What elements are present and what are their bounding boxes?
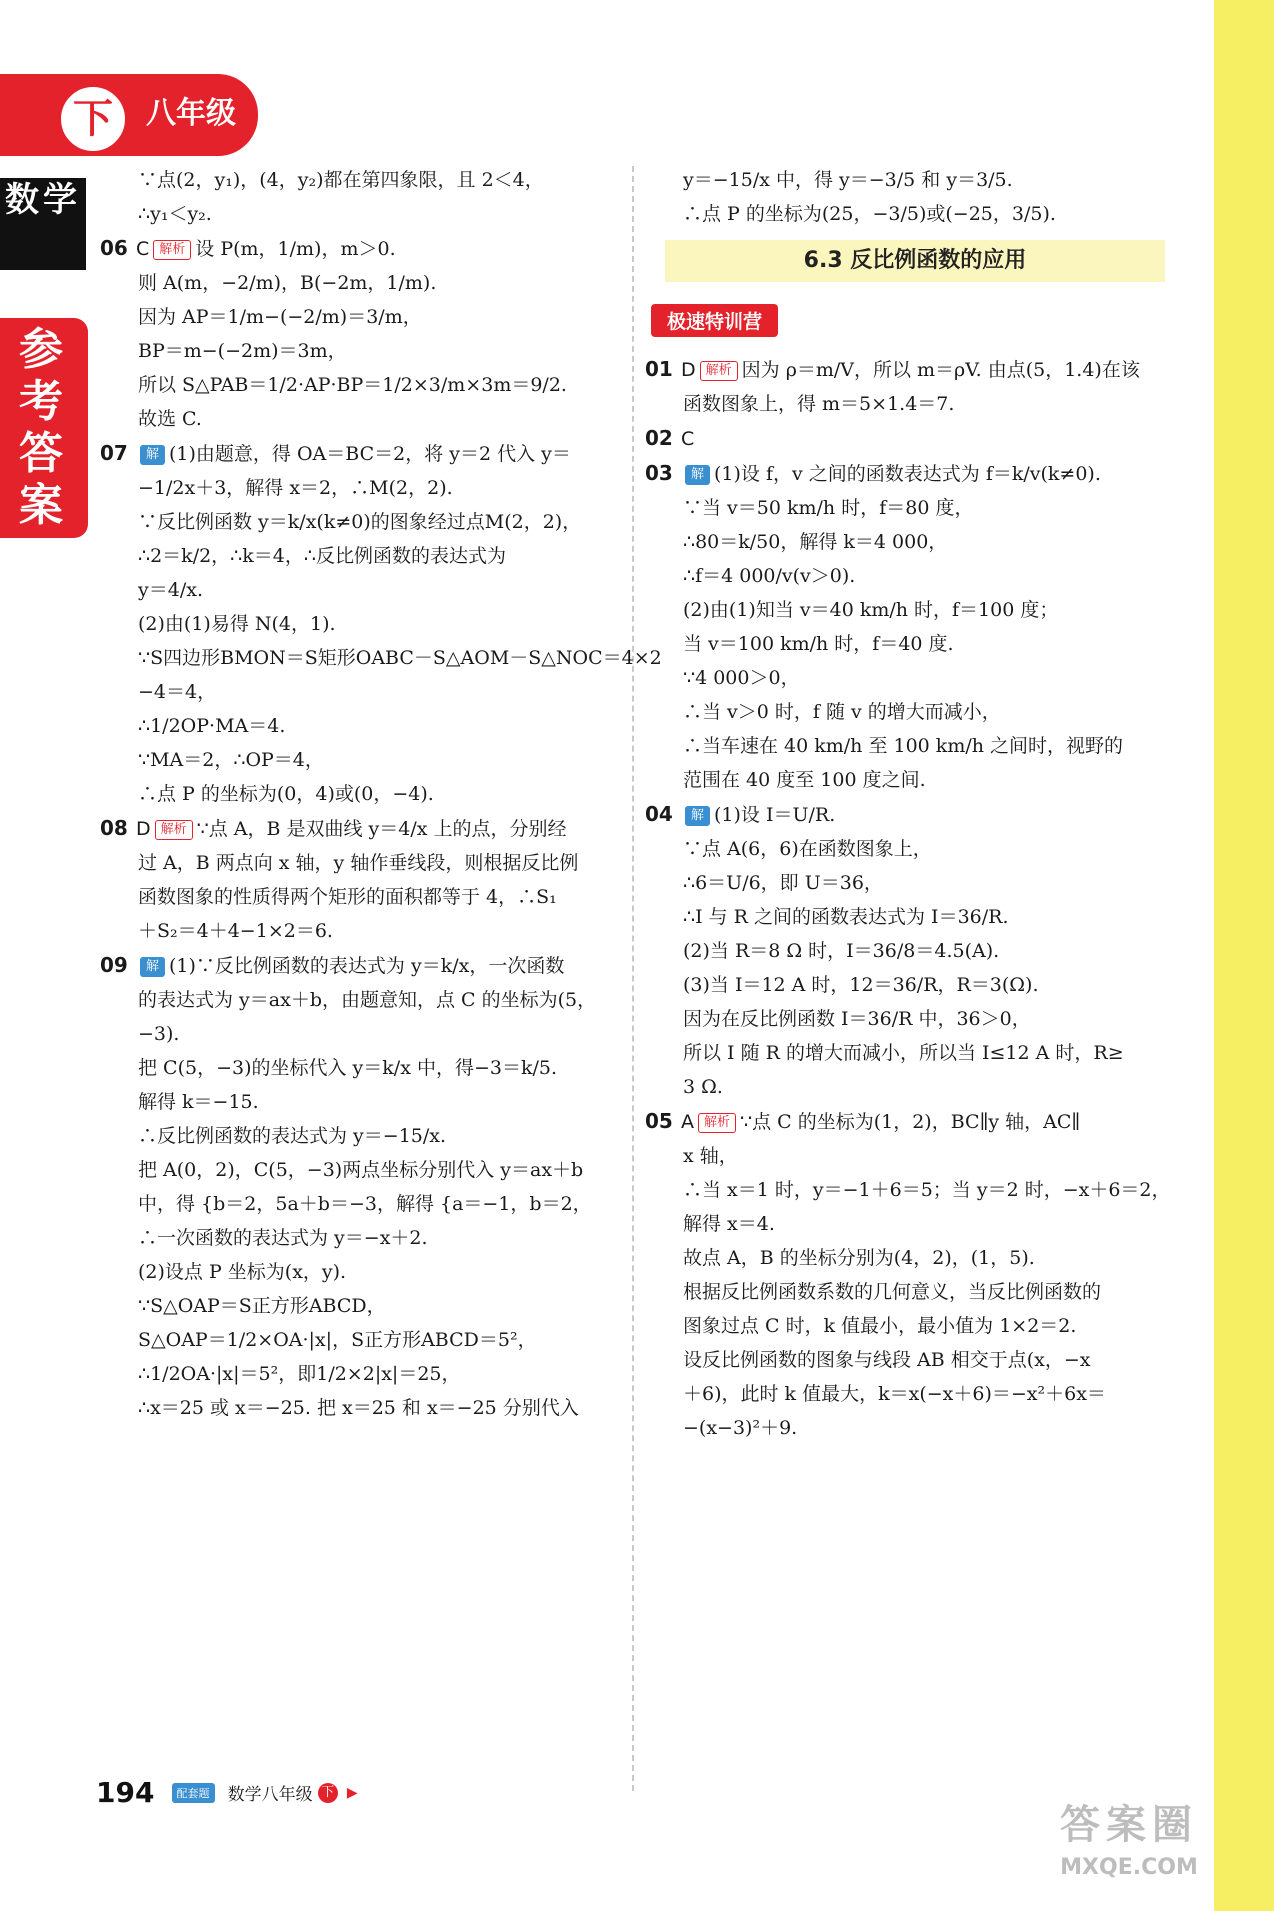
answer-text: ＋S₂＝4＋4−1×2＝6.: [138, 920, 333, 942]
question-number: 01: [645, 357, 673, 381]
question-number: 05: [645, 1109, 673, 1133]
answer-text: 把 C(5，−3)的坐标代入 y＝k/x 中，得−3＝k/5.: [138, 1057, 557, 1079]
footer-book-title: 数学八年级: [227, 1785, 313, 1805]
choice-answer: C: [681, 428, 695, 450]
answer-text: ∴6＝U/6，即 U＝36，: [683, 872, 883, 894]
answer-line: [100, 202, 628, 226]
question-number: 04: [645, 802, 673, 826]
question-number: 08: [100, 816, 128, 840]
answer-line: [100, 339, 628, 363]
side-label: 参考答案: [19, 324, 63, 531]
answer-line: [645, 1314, 1205, 1338]
answer-line: [100, 1260, 628, 1284]
watermark: [1014, 1797, 1244, 1897]
answer-line: [100, 373, 628, 397]
answer-text: ∴点 P 的坐标为(25，−3/5)或(−25，3/5).: [683, 203, 1056, 225]
answer-line: [100, 816, 628, 841]
answer-line: [645, 1007, 1205, 1031]
answer-line: [645, 871, 1205, 895]
answer-line: [100, 168, 628, 192]
answer-line: [645, 973, 1205, 997]
answer-line: [645, 426, 1205, 451]
answer-text: ∴当车速在 40 km/h 至 100 km/h 之间时，视野的: [683, 735, 1124, 757]
answer-text: ∴f＝4 000/v(v＞0).: [683, 565, 856, 587]
answer-line: [645, 1348, 1205, 1372]
answer-text: 中，得 {b＝2，5a＋b＝−3，解得 {a＝−1，b＝2，: [138, 1193, 592, 1215]
footer-volume: 下: [318, 1783, 338, 1803]
answer-text: ∵4 000＞0，: [683, 667, 800, 689]
answer-line: [645, 496, 1205, 520]
analysis-tag: 解析: [698, 1113, 736, 1133]
choice-answer: D: [681, 359, 696, 381]
answer-line: [100, 1056, 628, 1080]
answer-line: [100, 236, 628, 261]
answer-line: [100, 885, 628, 909]
question-number: 09: [100, 953, 128, 977]
answer-line: [100, 988, 628, 1012]
answer-text: 设反比例函数的图象与线段 AB 相交于点(x，−x: [683, 1349, 1091, 1371]
answer-text: ∵S△OAP＝S正方形ABCD，: [138, 1295, 386, 1317]
volume-badge: 下: [56, 82, 130, 156]
answer-text: 则 A(m，−2/m)，B(−2m，1/m).: [138, 272, 437, 294]
grade-label: 八年级: [132, 90, 250, 138]
answer-text: ∵点 A，B 是双曲线 y＝4/x 上的点，分别经: [196, 818, 567, 840]
answer-line: [645, 1075, 1205, 1099]
section-title: 6.3 反比例函数的应用: [665, 240, 1165, 282]
analysis-tag: 解: [685, 806, 710, 826]
answer-line: [100, 1158, 628, 1182]
answer-text: 因为 ρ＝m/V，所以 m＝ρV. 由点(5，1.4)在该: [741, 359, 1140, 381]
answer-text: (1)由题意，得 OA＝BC＝2，将 y＝2 代入 y＝: [169, 443, 571, 465]
answer-line: [645, 632, 1205, 656]
question-number: 03: [645, 461, 673, 485]
answer-text: 解得 k＝−15.: [138, 1091, 259, 1113]
answer-line: [100, 441, 628, 466]
answer-line: [645, 939, 1205, 963]
answer-text: BP＝m−(−2m)＝3m，: [138, 340, 347, 362]
answer-line: [645, 1280, 1205, 1304]
right-column-continuation: [645, 168, 1205, 226]
subject-label: 数学: [5, 180, 81, 220]
answer-line: [645, 734, 1205, 758]
footer-badge: 配套题: [172, 1783, 215, 1803]
watermark-url: MXQE.COM: [1060, 1855, 1198, 1880]
analysis-tag: 解: [140, 957, 165, 977]
page-number: 194: [96, 1776, 155, 1809]
page-footer: [96, 1776, 358, 1812]
answer-line: [100, 510, 628, 534]
answer-text: (1)∵反比例函数的表达式为 y＝k/x，一次函数: [169, 955, 565, 977]
answer-text: ＋6)，此时 k 值最大，k＝x(−x＋6)＝−x²＋6x＝: [683, 1383, 1106, 1405]
answer-text: ∴点 P 的坐标为(0，4)或(0，−4).: [138, 783, 434, 805]
answer-text: y＝−15/x 中，得 y＝−3/5 和 y＝3/5.: [683, 169, 1013, 191]
answer-text: 解得 x＝4.: [683, 1213, 775, 1235]
answer-text: 根据反比例函数系数的几何意义，当反比例函数的: [683, 1281, 1102, 1303]
answer-text: −(x−3)²＋9.: [683, 1417, 798, 1439]
answer-line: [645, 837, 1205, 861]
answer-line: [645, 1178, 1205, 1202]
answer-line: [645, 564, 1205, 588]
answer-line: [100, 544, 628, 568]
answer-line: [645, 357, 1205, 382]
answer-text: (1)设 f，v 之间的函数表达式为 f＝k/v(k≠0).: [714, 463, 1101, 485]
answer-text: ∴当 x＝1 时，y＝−1＋6＝5；当 y＝2 时，−x＋6＝2，: [683, 1179, 1171, 1201]
answer-text: ∴1/2OA·|x|＝5²，即1/2×2|x|＝25，: [138, 1363, 461, 1385]
answer-line: [645, 598, 1205, 622]
yellow-margin: [1214, 0, 1274, 1911]
answer-text: (1)设 I＝U/R.: [714, 804, 836, 826]
answer-text: (2)由(1)易得 N(4，1).: [138, 613, 336, 635]
answer-line: [645, 530, 1205, 554]
answer-line: [100, 1396, 628, 1420]
answer-text: 因为在反比例函数 I＝36/R 中，36＞0，: [683, 1008, 1031, 1030]
answer-text: 3 Ω.: [683, 1076, 723, 1098]
answer-line: [100, 476, 628, 500]
answer-text: S△OAP＝1/2×OA·|x|，S正方形ABCD＝5²，: [138, 1329, 537, 1351]
answer-line: [645, 1109, 1205, 1134]
answer-text: 的表达式为 y＝ax＋b，由题意知，点 C 的坐标为(5，: [138, 989, 597, 1011]
answer-text: 所以 S△PAB＝1/2·AP·BP＝1/2×3/m×3m＝9/2.: [138, 374, 567, 396]
watermark-logo: 答案圈: [1060, 1802, 1198, 1848]
answer-line: [645, 1416, 1205, 1440]
answer-text: x 轴，: [683, 1145, 738, 1167]
answer-line: [645, 700, 1205, 724]
answer-line: [100, 953, 628, 978]
choice-answer: C: [136, 238, 150, 260]
drill-banner: 极速特训营: [651, 304, 778, 337]
answer-line: [100, 1124, 628, 1148]
answer-text: ∵MA＝2，∴OP＝4，: [138, 749, 324, 771]
answer-line: [100, 612, 628, 636]
answer-line: [645, 1382, 1205, 1406]
answer-text: ∵点 C 的坐标为(1，2)，BC∥y 轴，AC∥: [740, 1111, 1081, 1133]
arrow-icon: ▶: [346, 1784, 358, 1801]
analysis-tag: 解析: [153, 240, 191, 260]
answer-line: [100, 1294, 628, 1318]
answer-line: [645, 1041, 1205, 1065]
answer-text: −1/2x＋3，解得 x＝2，∴M(2，2).: [138, 477, 453, 499]
answer-text: (2)当 R＝8 Ω 时，I＝36/8＝4.5(A).: [683, 940, 1000, 962]
answer-text: 范围在 40 度至 100 度之间.: [683, 769, 926, 791]
choice-answer: D: [136, 818, 151, 840]
answer-line: [645, 461, 1205, 486]
column-divider: [632, 166, 634, 1791]
answer-text: ∵点(2，y₁)，(4，y₂)都在第四象限，且 2＜4，: [138, 169, 544, 191]
answer-text: (2)设点 P 坐标为(x，y).: [138, 1261, 347, 1283]
answer-text: 故点 A，B 的坐标分别为(4，2)，(1，5).: [683, 1247, 1035, 1269]
answer-line: [100, 271, 628, 295]
answer-text: (2)由(1)知当 v＝40 km/h 时，f＝100 度；: [683, 599, 1059, 621]
answer-text: ∴当 v＞0 时，f 随 v 的增大而减小，: [683, 701, 1001, 723]
answer-text: −3).: [138, 1023, 180, 1045]
answer-text: ∵S四边形BMON＝S矩形OABC－S△AOM－S△NOC＝4×2: [138, 647, 662, 669]
answer-text: 当 v＝100 km/h 时，f＝40 度.: [683, 633, 954, 655]
right-column-answers: [645, 357, 1205, 1440]
answer-line: [645, 1144, 1205, 1168]
answer-text: −4＝4，: [138, 681, 217, 703]
answer-text: 把 A(0，2)，C(5，−3)两点坐标分别代入 y＝ax＋b: [138, 1159, 584, 1181]
analysis-tag: 解: [140, 445, 165, 465]
answer-line: [645, 392, 1205, 416]
answer-line: [100, 1328, 628, 1352]
answer-text: ∴反比例函数的表达式为 y＝−15/x.: [138, 1125, 447, 1147]
answer-line: [100, 919, 628, 943]
choice-answer: A: [681, 1111, 694, 1133]
answer-text: 所以 I 随 R 的增大而减小，所以当 I≤12 A 时，R≥: [683, 1042, 1124, 1064]
answer-text: ∴y₁＜y₂.: [138, 203, 212, 225]
answer-text: 过 A，B 两点向 x 轴，y 轴作垂线段，则根据反比例: [138, 852, 579, 874]
answer-text: ∴2＝k/2，∴k＝4，∴反比例函数的表达式为: [138, 545, 506, 567]
answer-line: [100, 748, 628, 772]
answer-text: 故选 C.: [138, 408, 202, 430]
question-number: 07: [100, 441, 128, 465]
analysis-tag: 解析: [700, 361, 738, 381]
answer-line: [645, 768, 1205, 792]
answer-line: [645, 168, 1205, 192]
answer-line: [100, 714, 628, 738]
answer-line: [645, 905, 1205, 929]
answer-text: (3)当 I＝12 A 时，12＝36/R，R＝3(Ω).: [683, 974, 1039, 996]
answer-text: ∴80＝k/50，解得 k＝4 000，: [683, 531, 948, 553]
right-column: [645, 168, 1205, 1450]
answer-line: [100, 1022, 628, 1046]
answer-line: [100, 1226, 628, 1250]
answer-line: [100, 1362, 628, 1386]
answer-line: [100, 782, 628, 806]
analysis-tag: 解析: [155, 820, 193, 840]
answer-line: [100, 1192, 628, 1216]
answer-text: ∴x＝25 或 x＝−25. 把 x＝25 和 x＝−25 分别代入: [138, 1397, 579, 1419]
answer-line: [645, 802, 1205, 827]
answer-line: [100, 305, 628, 329]
answer-text: y＝4/x.: [138, 579, 203, 601]
answer-line: [645, 1212, 1205, 1236]
answer-line: [645, 1246, 1205, 1270]
answer-text: 因为 AP＝1/m−(−2/m)＝3/m，: [138, 306, 422, 328]
answer-line: [100, 851, 628, 875]
answer-text: ∴一次函数的表达式为 y＝−x＋2.: [138, 1227, 428, 1249]
answer-text: ∵当 v＝50 km/h 时，f＝80 度，: [683, 497, 974, 519]
analysis-tag: 解: [685, 465, 710, 485]
answer-line: [645, 666, 1205, 690]
answer-line: [100, 680, 628, 704]
question-number: 06: [100, 236, 128, 260]
answer-line: [100, 578, 628, 602]
answer-text: 图象过点 C 时，k 值最小，最小值为 1×2＝2.: [683, 1315, 1077, 1337]
answer-text: ∵点 A(6，6)在函数图象上，: [683, 838, 932, 860]
answer-text: ∴I 与 R 之间的函数表达式为 I＝36/R.: [683, 906, 1009, 928]
answer-line: [100, 646, 662, 670]
answer-text: 函数图象的性质得两个矩形的面积都等于 4，∴S₁: [138, 886, 557, 908]
answer-line: [100, 1090, 628, 1114]
answer-line: [645, 202, 1205, 226]
answer-text: 函数图象上，得 m＝5×1.4＝7.: [683, 393, 955, 415]
answer-text: ∵反比例函数 y＝k/x(k≠0)的图象经过点M(2，2)，: [138, 511, 582, 533]
answer-text: ∴1/2OP·MA＝4.: [138, 715, 286, 737]
answer-text: 设 P(m，1/m)，m＞0.: [195, 238, 396, 260]
question-number: 02: [645, 426, 673, 450]
answer-line: [100, 407, 628, 431]
